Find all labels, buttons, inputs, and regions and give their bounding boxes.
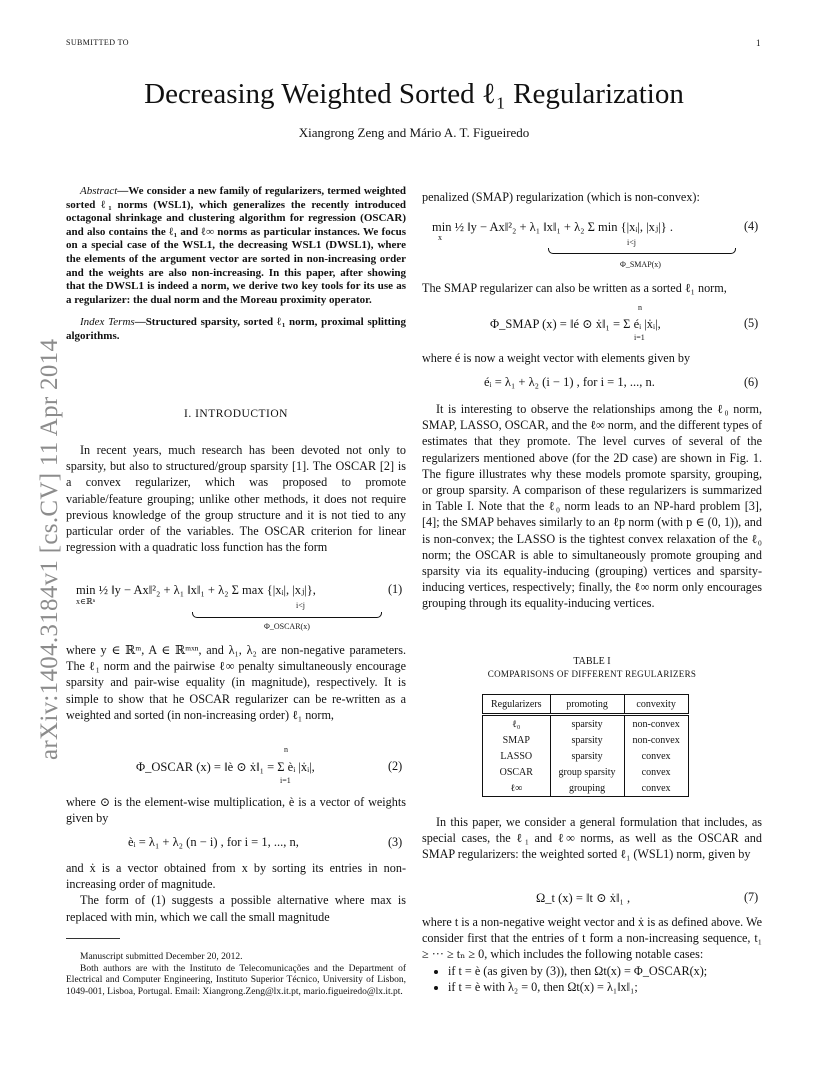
equation-4: min ½ ‖y − Ax‖²₂ + λ₁ ‖x‖₁ + λ₂ Σ min {|xᵢ|, |xⱼ|} . xyxy=(432,220,673,234)
right-paragraph-5: where t is a non-negative weight vector and ẋ is as defined above. We consider first that the entries of t form a non-increasing sequence, t₁ ≥ ··· ≥ tₙ ≥ 0, which includes the following notable cases: • if t = è (as given by (3)), then Ωt(x) = Φ_OSCAR(x); • if t = è with λ₂ = 0, then Ωt(x) = λ₁‖x‖₁; xyxy=(422,914,762,995)
equation-2-sum-top: n xyxy=(284,745,288,754)
equation-2-number: (2) xyxy=(388,759,403,773)
table-row: LASSO sparsity convex xyxy=(483,748,689,764)
right-paragraph-0: penalized (SMAP) regularization (which is non-convex): xyxy=(422,190,700,204)
paper-title: Decreasing Weighted Sorted ℓ₁ Regularization xyxy=(144,78,684,110)
paper-authors: Xiangrong Zeng and Mário A. T. Figueiredo xyxy=(298,125,530,140)
equation-5-sum-top: n xyxy=(638,303,642,312)
equation-4-sum-index: i<j xyxy=(627,238,636,247)
equation-4-brace-label: Φ_SMAP(x) xyxy=(620,260,661,269)
equation-4-number: (4) xyxy=(744,219,759,233)
intro-paragraph-3: where ⊙ is the element-wise multiplication, è is a vector of weights given by xyxy=(66,795,406,826)
equation-7: Ω_t (x) = ‖t ⊙ ẋ‖₁ , xyxy=(536,891,631,905)
equation-3-number: (3) xyxy=(388,835,403,849)
equation-2: Φ_OSCAR (x) = ‖è ⊙ ẋ‖₁ = Σ èᵢ |ẋᵢ|, xyxy=(136,760,315,774)
equation-7-number: (7) xyxy=(744,890,759,904)
right-paragraph-4: In this paper, we consider a general formulation that includes, as special cases, the ℓ₁ and ℓ∞ norms, as well as the OSCAR and SMAP regularizers: the weighted sorted ℓ₁ (WSL1) norm, given by xyxy=(422,815,762,862)
page-number: 1 xyxy=(756,38,761,48)
right-paragraph-1: The SMAP regularizer can also be written as a sorted ℓ₁ norm, xyxy=(422,281,727,295)
comparison-table xyxy=(482,694,689,797)
equation-1: min ½ ‖y − Ax‖²₂ + λ₁ ‖x‖₁ + λ₂ Σ max {|xᵢ|, |xⱼ|}, xyxy=(76,583,316,597)
abstract-label: Abstract xyxy=(80,185,118,197)
arxiv-stamp: arXiv:1404.3184v1 [cs.CV] 11 Apr 2014 xyxy=(36,338,63,760)
intro-paragraph-2: where y ∈ ℝᵐ, A ∈ ℝᵐˣⁿ, and λ₁, λ₂ are non-negative parameters. The ℓ₁ norm and the pairwise ℓ∞ penalty simultaneously encourage sparsity and pair-wise equality (in magnitude), respectively. It is simple to show that he OSCAR regularizer can be re-written as a weighted and sorted (in non-increasing order) ℓ₁ norm, xyxy=(66,643,406,722)
table-header-cell: convexity xyxy=(624,695,688,715)
table-row: OSCAR group sparsity convex xyxy=(483,764,689,780)
table-header-cell: promoting xyxy=(550,695,624,715)
table-row: ℓ∞ grouping convex xyxy=(483,780,689,797)
abstract-block: Abstract—We consider a new family of regularizers, termed weighted sorted ℓ₁ norms (WSL1), which generalizes the recently introduced octagonal shrinkage and clustering algorithm for regression (OSCAR) and also contains the ℓ₁ and ℓ∞ norms as particular instances. We focus on a special case of the WSL1, the decreasing WSL1 (DWSL1), where the elements of the argument vector are sorted in non-increasing order and the weights are also non-increasing. In this paper, after showing that the DWSL1 is indeed a norm, we derive two key tools for its use as a regularizer: the dual norm and the Moreau proximity operator. Index Terms—Structured sparsity, sorted ℓ₁ norm, proximal splitting algorithms. xyxy=(66,185,406,342)
equation-6-number: (6) xyxy=(744,375,759,389)
equation-2-sum-bottom: i=1 xyxy=(280,776,291,785)
table-caption: COMPARISONS OF DIFFERENT REGULARIZERS xyxy=(487,669,697,679)
section-heading: I. INTRODUCTION xyxy=(184,408,288,420)
equation-5-number: (5) xyxy=(744,316,759,330)
equation-4-subscript: x xyxy=(438,233,442,242)
equation-6: éᵢ = λ₁ + λ₂ (i − 1) , for i = 1, ..., n. xyxy=(484,375,655,389)
intro-paragraph-1: In recent years, much research has been devoted not only to sparsity, but also to structured/group sparsity [1]. The OSCAR [2] is a convex regularizer, which was proposed to promote variable/feature grouping; unlike other methods, it does not require previous knowledge of the group structure and it is not tied to any particular order of the variables. The OSCAR criterion for linear regression with a quadratic loss function has the form xyxy=(66,443,406,555)
table-row: SMAP sparsity non-convex xyxy=(483,732,689,748)
footnote: Manuscript submitted December 20, 2012. Both authors are with the Instituto de Telecomunicações and the Department of Electrical and Computer Engineering, Instituto Superior Técnico, University of Lisbon, 1049-001, Lisboa, Portugal. Email: Xiangrong.Zeng@lx.it.pt, mario.figueiredo@lx.it.pt. xyxy=(66,952,406,997)
notable-cases-list xyxy=(422,963,762,995)
table-row: ℓ₀ sparsity non-convex xyxy=(483,715,689,733)
equation-3: èᵢ = λ₁ + λ₂ (n − i) , for i = 1, ..., n, xyxy=(128,835,299,849)
intro-paragraph-4: and ẋ is a vector obtained from x by sorting its entries in non-increasing order of magnitude. The form of (1) suggests a possible alternative where max is replaced with min, which we call the small magnitude xyxy=(66,861,406,924)
index-terms-label: Index Terms xyxy=(80,316,135,329)
equation-5-sum-bottom: i=1 xyxy=(634,333,645,342)
abstract-text: We consider a new family of regularizers, termed weighted sorted ℓ₁ norms (WSL1), which generalizes the recently introduced octagonal shrinkage and clustering algorithm for regression (OSCAR) and also contains the ℓ₁ and ℓ∞ norms as particular instances. We focus on a special case of the WSL1, the decreasing WSL1 (DWSL1), where the elements of the argument vector are sorted in non-increasing order and the weights are also non-increasing. In this paper, after showing that the DWSL1 is indeed a norm, we derive two key tools for its use as a regularizer: the dual norm and the Moreau proximity operator. xyxy=(66,185,406,306)
equation-1-subscript: x∈ℝⁿ xyxy=(76,597,96,606)
right-paragraph-3: It is interesting to observe the relationships among the ℓ₀ norm, SMAP, LASSO, OSCAR, and the ℓ∞ norm, and the different types of estimates that they promote. The level curves of several of the regularizers mentioned above (for the 2D case) are shown in Fig. 1. The figure illustrates why these models promote sparsity, grouping, or group sparsity. A comparison of these regularizers is summarized in Table I. Note that the ℓ₀ norm leads to an NP-hard problem [3], [4]; the SMAP behaves similarly to an ℓp norm (with p ∈ (0, 1)), and is non-convex; the LASSO is the tightest convex relaxation of the ℓ₀ norm; the OSCAR is able to simultaneously promote grouping and sparsity via its equality-inducing (grouping) vertices and sparsity-inducing vertices, respectively; finally, the ℓ∞ norm only encourages grouping through its equality-inducing vertices. xyxy=(422,402,762,611)
list-item: • if t = è with λ₂ = 0, then Ωt(x) = λ₁‖x‖₁; xyxy=(448,979,762,995)
table-label: TABLE I xyxy=(573,656,611,667)
right-paragraph-2: where é is now a weight vector with elements given by xyxy=(422,351,691,365)
table-header-cell: Regularizers xyxy=(483,695,551,715)
table-header-row xyxy=(483,695,689,715)
equation-1-number: (1) xyxy=(388,582,403,596)
equation-1-underbrace xyxy=(192,612,382,618)
list-item: • if t = è (as given by (3)), then Ωt(x) = Φ_OSCAR(x); xyxy=(448,963,762,979)
footnote-rule xyxy=(66,938,120,939)
equation-1-brace-label: Φ_OSCAR(x) xyxy=(264,622,310,631)
running-head: SUBMITTED TO xyxy=(66,38,129,47)
index-terms-text: Structured sparsity, sorted ℓ₁ norm, proximal splitting algorithms. xyxy=(66,316,406,342)
equation-4-underbrace xyxy=(548,248,736,254)
equation-1-sum-index: i<j xyxy=(296,601,305,610)
equation-5: Φ_SMAP (x) = ‖é ⊙ ẋ‖₁ = Σ éᵢ |ẋᵢ|, xyxy=(490,317,661,331)
